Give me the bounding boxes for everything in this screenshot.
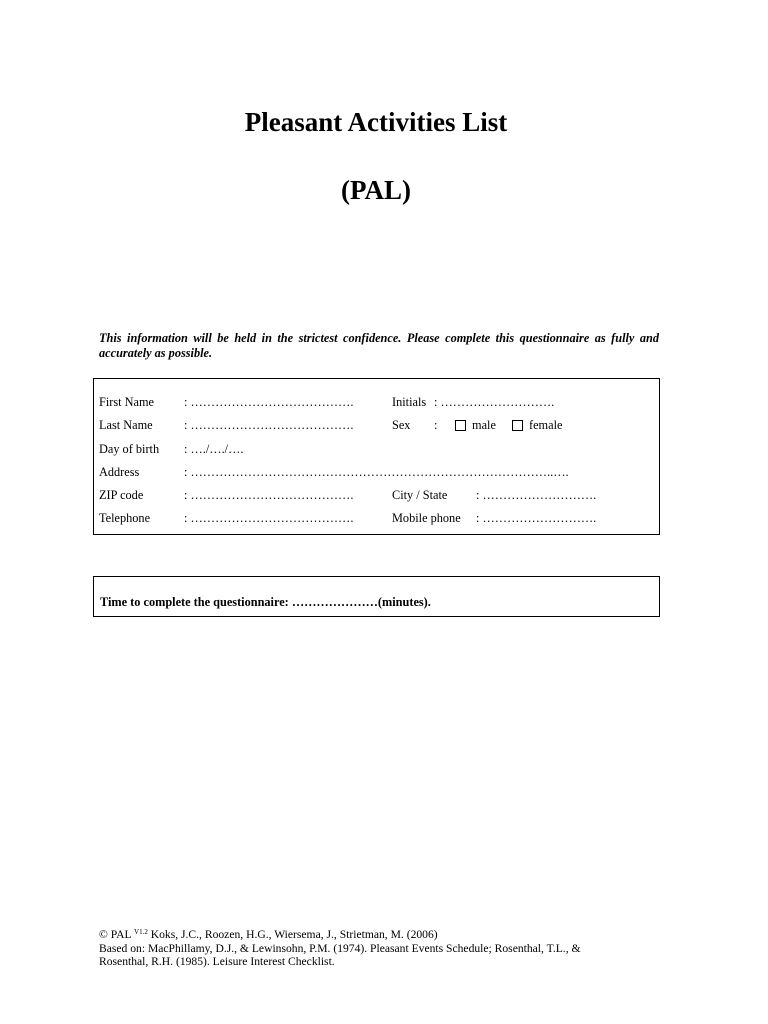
initials-label: Initials: [392, 395, 427, 409]
female-option-label: female: [529, 418, 563, 432]
based-on-text: Based on: MacPhillamy, D.J., & Lewinsohn, P.M. (1974). Pleasant Events Schedule; Rosenthal, T.L., & Rosenthal, R.H. (1985). Leisure Interest Checklist.: [99, 941, 581, 968]
male-option-label: male: [472, 418, 496, 432]
sex-separator: :: [434, 418, 438, 432]
mobile-phone-label: Mobile phone: [392, 511, 461, 525]
telephone-label: Telephone: [99, 511, 151, 525]
initials-field[interactable]: : ……………………….: [434, 395, 555, 409]
footer-citation: [99, 928, 619, 969]
last-name-label: Last Name: [99, 418, 153, 432]
completion-time-field[interactable]: Time to complete the questionnaire: …………………(minutes).: [100, 595, 431, 609]
telephone-field[interactable]: : ………………………………….: [184, 511, 354, 525]
personal-info-box: [93, 378, 660, 535]
female-checkbox[interactable]: [512, 420, 523, 431]
city-state-field[interactable]: : ……………………….: [476, 488, 597, 502]
zip-code-field[interactable]: : ………………………………….: [184, 488, 354, 502]
authors-text: Koks, J.C., Roozen, H.G., Wiersema, J., Strietman, M. (2006): [147, 928, 438, 941]
male-checkbox[interactable]: [455, 420, 466, 431]
address-field[interactable]: : ……………………………………………………………………………..….: [184, 465, 569, 479]
copyright-line: [99, 928, 619, 942]
mobile-phone-field[interactable]: : ……………………….: [476, 511, 597, 525]
zip-code-label: ZIP code: [99, 488, 144, 502]
version-label: V1.2: [134, 928, 148, 936]
last-name-field[interactable]: : ………………………………….: [184, 418, 354, 432]
completion-time-box: [93, 576, 660, 617]
copyright-text: © PAL: [99, 928, 132, 941]
confidentiality-notice: This information will be held in the strictest confidence. Please complete this questionnaire as fully and accurately as possible.: [99, 331, 659, 360]
first-name-label: First Name: [99, 395, 154, 409]
document-title: Pleasant Activities List: [244, 107, 508, 137]
city-state-label: City / State: [392, 488, 448, 502]
day-of-birth-field[interactable]: : …./…./….: [184, 442, 244, 456]
first-name-field[interactable]: : ………………………………….: [184, 395, 354, 409]
address-label: Address: [99, 465, 140, 479]
day-of-birth-label: Day of birth: [99, 442, 160, 456]
sex-label: Sex: [392, 418, 411, 432]
document-abbreviation: (PAL): [341, 175, 411, 205]
